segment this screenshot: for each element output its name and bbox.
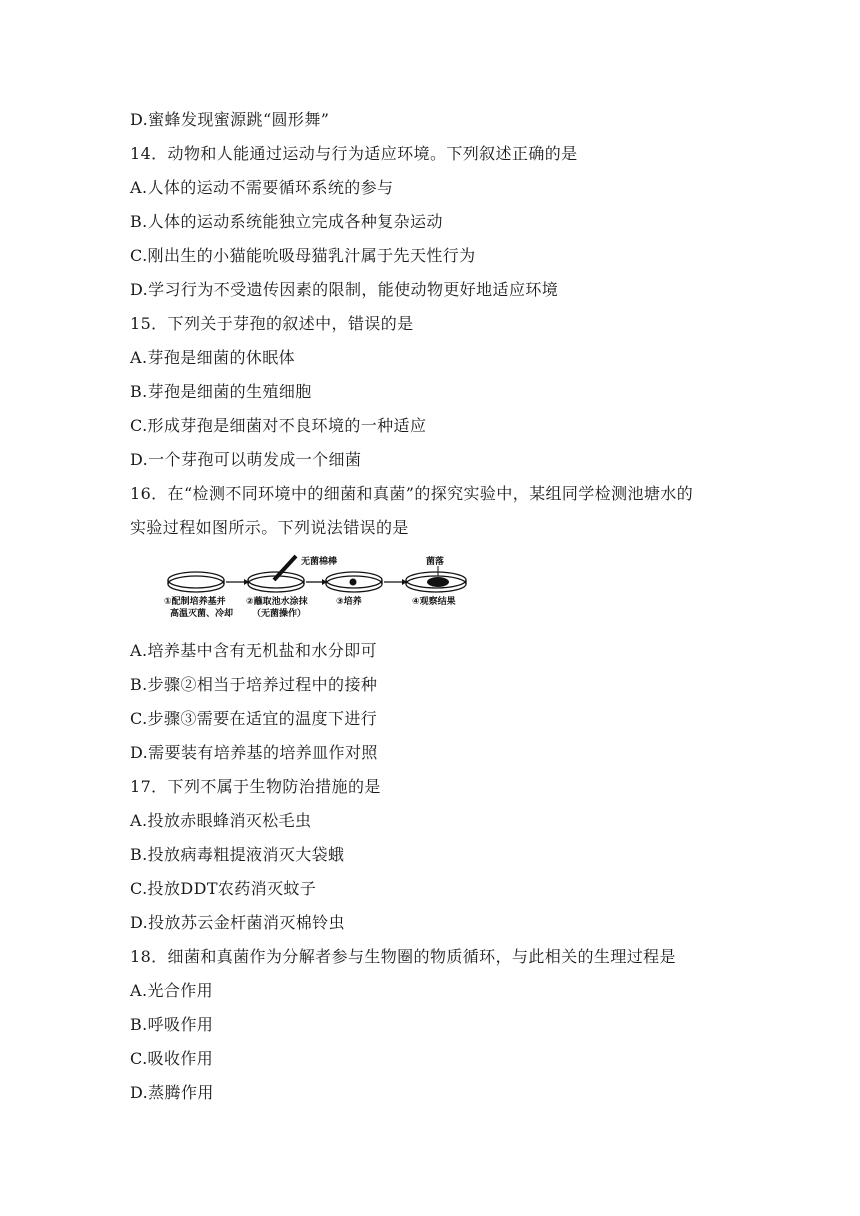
- experiment-diagram: [160, 554, 480, 618]
- option-13d: D.蜜蜂发现蜜源跳“圆形舞”: [130, 110, 330, 129]
- arrow-2: [306, 579, 327, 585]
- option-14a: A.人体的运动不需要循环系统的参与: [130, 178, 394, 197]
- option-17a: A.投放赤眼蜂消灭松毛虫: [130, 811, 312, 830]
- petri-dish-4: [406, 572, 466, 592]
- petri-dish-1: [168, 572, 224, 592]
- step-4-label: ④观察结果: [412, 597, 456, 607]
- label-sterile-rod: 无菌棉棒: [301, 557, 338, 567]
- option-18b: B.呼吸作用: [130, 1015, 214, 1034]
- option-14d: D.学习行为不受遗传因素的限制，能使动物更好地适应环境: [130, 280, 559, 299]
- petri-dish-3: [326, 572, 382, 592]
- option-18c: C.吸收作用: [130, 1049, 214, 1068]
- option-16d: D.需要装有培养基的培养皿作对照: [130, 743, 378, 762]
- option-17d: D.投放苏云金杆菌消灭棉铃虫: [130, 913, 345, 932]
- option-17c: C.投放DDT农药消灭蚊子: [130, 879, 317, 898]
- option-15d: D.一个芽孢可以萌发成一个细菌: [130, 450, 362, 469]
- question-14: 14．动物和人能通过运动与行为适应环境。下列叙述正确的是: [130, 144, 578, 163]
- step-2-label-2: （无菌操作）: [252, 609, 307, 618]
- option-16a: A.培养基中含有无机盐和水分即可: [130, 641, 378, 660]
- question-16-line2: 实验过程如图所示。下列说法错误的是: [130, 518, 409, 537]
- label-colony: 菌落: [426, 557, 445, 567]
- option-15b: B.芽孢是细菌的生殖细胞: [130, 382, 312, 401]
- option-16c: C.步骤③需要在适宜的温度下进行: [130, 709, 378, 728]
- step-2-label-1: ②蘸取池水涂抹: [246, 597, 308, 607]
- step-3-label: ③培养: [336, 597, 362, 607]
- step-1-label-2: 高温灭菌、冷却: [170, 609, 234, 618]
- question-18: 18．细菌和真菌作为分解者参与生物圈的物质循环，与此相关的生理过程是: [130, 947, 676, 966]
- option-18d: D.蒸腾作用: [130, 1083, 214, 1102]
- option-18a: A.光合作用: [130, 981, 214, 1000]
- question-17: 17．下列不属于生物防治措施的是: [130, 777, 381, 796]
- option-14c: C.刚出生的小猫能吮吸母猫乳汁属于先天性行为: [130, 246, 476, 265]
- arrow-3: [384, 579, 407, 585]
- option-17b: B.投放病毒粗提液消灭大袋蛾: [130, 845, 345, 864]
- option-14b: B.人体的运动系统能独立完成各种复杂运动: [130, 212, 443, 231]
- step-1-label-1: ①配制培养基并: [164, 597, 226, 607]
- arrow-1: [226, 579, 249, 585]
- question-16-line1: 16．在“检测不同环境中的细菌和真菌”的探究实验中，某组同学检测池塘水的: [130, 484, 694, 503]
- option-15a: A.芽孢是细菌的休眠体: [130, 348, 296, 367]
- option-15c: C.形成芽孢是细菌对不良环境的一种适应: [130, 416, 427, 435]
- option-16b: B.步骤②相当于培养过程中的接种: [130, 675, 378, 694]
- question-15: 15．下列关于芽孢的叙述中，错误的是: [130, 314, 414, 333]
